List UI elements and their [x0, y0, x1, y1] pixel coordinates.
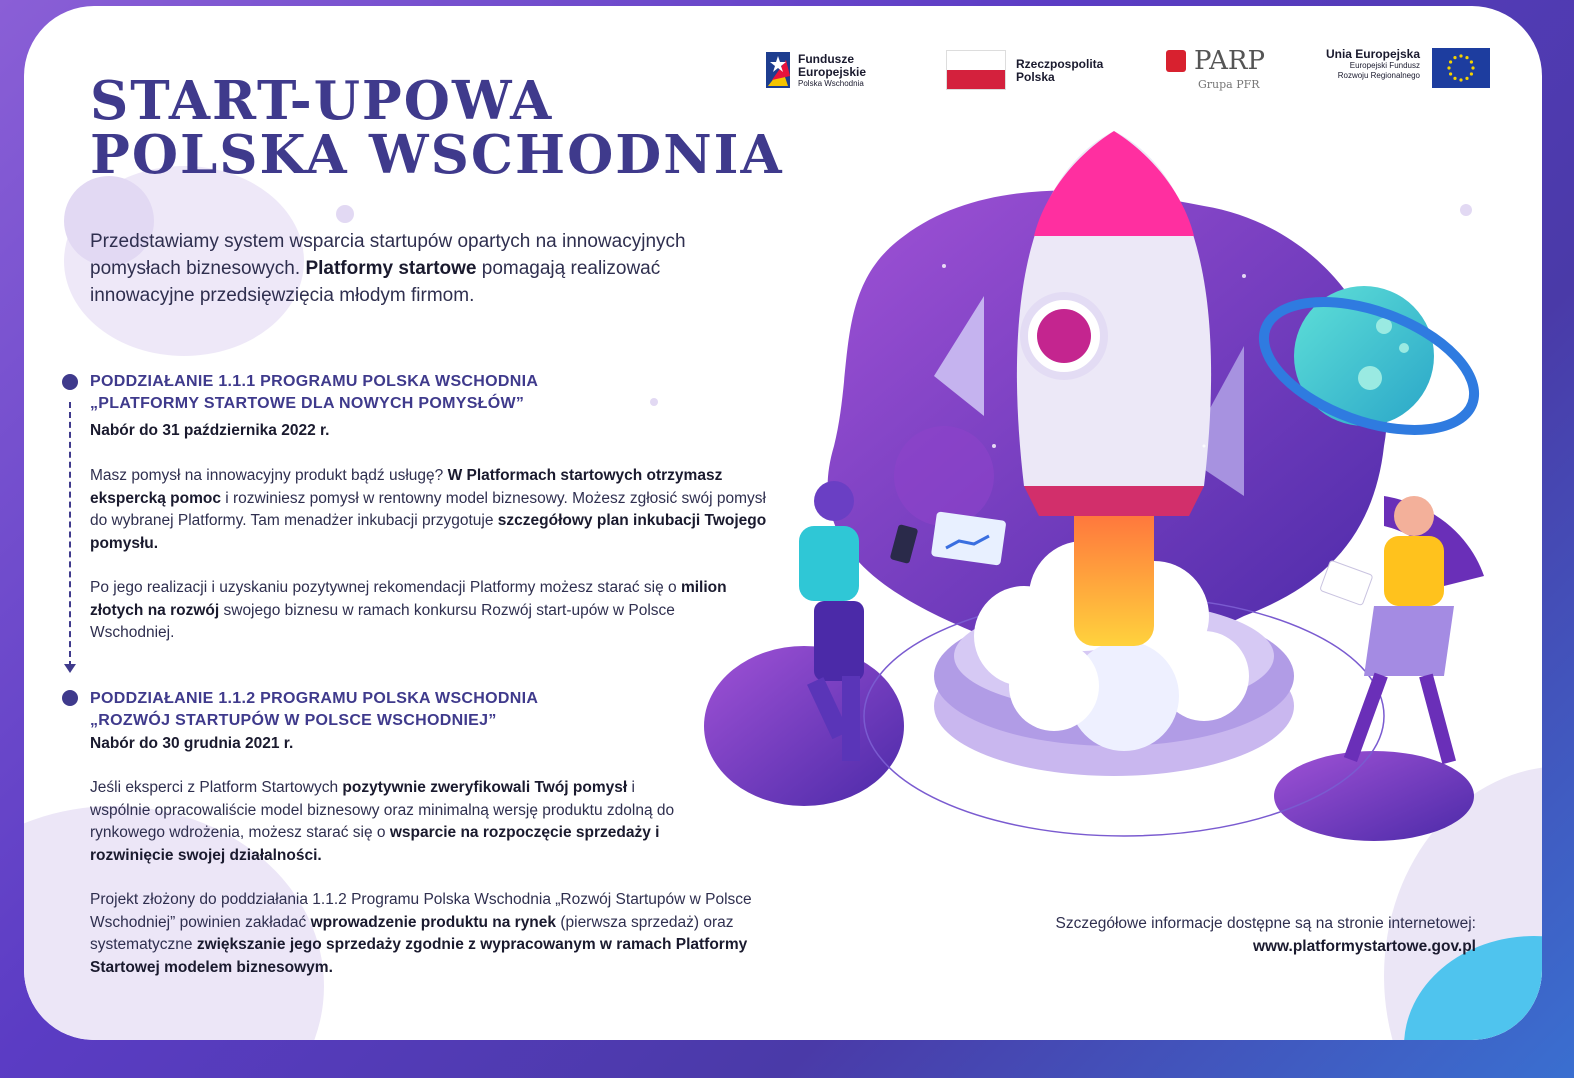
left-platform — [704, 646, 904, 806]
footer-info — [1056, 912, 1476, 958]
rp-line2: Polska — [1016, 70, 1055, 84]
timeline-dot-1 — [62, 374, 78, 390]
s2p2-a: Projekt złożony do poddziałania 1.1.2 Programu Polska Wschodnia „Rozwój Startupów w Polsce Wschodniej” powinien zakładać — [90, 891, 752, 931]
rp-line1: Rzeczpospolita — [1016, 57, 1104, 71]
s1p1-d: szczegółowy plan inkubacji Twojego pomysłu. — [90, 512, 767, 552]
timeline-arrow-icon — [64, 664, 76, 673]
page-title — [90, 70, 784, 186]
section2-date: Nabór do 30 grudnia 2021 r. — [90, 735, 294, 752]
section1-paragraph1 — [90, 465, 780, 555]
intro-part1: Przedstawiamy system wsparcia startupów opartych na innowacyjnych pomysłach biznesowych. — [90, 231, 686, 279]
s2p2-b: wprowadzenie produktu na rynek — [310, 913, 557, 931]
section1-heading — [90, 371, 538, 415]
s1p2-a: Po jego realizacji i uzyskaniu pozytywnej rekomendacji Platformy możesz starać się o — [90, 579, 681, 596]
section1-heading-line2: „PLATFORMY STARTOWE DLA NOWYCH POMYSŁÓW” — [90, 395, 525, 412]
ue-line3: Rozwoju Regionalnego — [1337, 71, 1420, 80]
blob-circle — [894, 426, 994, 526]
parp-logo — [1166, 46, 1286, 94]
rocket-illustration — [684, 116, 1514, 856]
s1p1-c: i rozwiniesz pomysł w rentowny model biznesowy. Możesz zgłosić swój pomysł do wybranej Platformy. Tam menadżer inkubacji przygotuje — [90, 489, 766, 529]
fe-line1: Fundusze — [798, 52, 854, 66]
section2-paragraph1 — [90, 777, 690, 867]
polish-flag-icon — [946, 50, 1006, 90]
title-line2: POLSKA WSCHODNIA — [90, 124, 784, 186]
section2-heading-line1: PODDZIAŁANIE 1.1.2 PROGRAMU POLSKA WSCHODNIA — [90, 690, 539, 707]
rzeczpospolita-logo — [946, 48, 1126, 92]
title-line1: START-UPOWA — [90, 70, 554, 132]
section1-paragraph2 — [90, 577, 730, 645]
intro-bold1: Platformy startowe — [305, 258, 477, 279]
ue-line2: Europejski Fundusz — [1349, 61, 1420, 70]
footer-info-text: Szczegółowe informacje dostępne są na stronie internetowej: — [1055, 915, 1476, 932]
s2p2-c: (pierwsza sprzedaż) oraz systematyczne — [90, 913, 734, 953]
timeline-dot-2 — [62, 690, 78, 706]
parp-name: PARP — [1194, 46, 1265, 76]
s1p1-a: Masz pomysł na innowacyjny produkt bądź usługę? — [90, 467, 448, 484]
poster-card — [24, 6, 1542, 1040]
fe-line2: Europejskie — [798, 65, 867, 79]
logo-bar — [762, 42, 1478, 98]
decor-dot — [336, 205, 354, 223]
rocket-flame — [1074, 496, 1154, 646]
right-platform — [1274, 751, 1474, 841]
section1-heading-line1: PODDZIAŁANIE 1.1.1 PROGRAMU POLSKA WSCHODNIA — [90, 373, 539, 390]
website-link[interactable]: www.platformystartowe.gov.pl — [1252, 938, 1476, 955]
decor-dot — [650, 398, 658, 406]
section2-paragraph2 — [90, 889, 815, 979]
section2-heading — [90, 688, 538, 732]
s1p2-c: swojego biznesu w ramach konkursu Rozwój start-upów w Polsce Wschodniej. — [90, 601, 675, 641]
unia-europejska-logo — [1320, 44, 1500, 94]
s2p2-d: zwiększanie jego sprzedaży zgodnie z wypracowanym w ramach Platformy Startowej modelem biznesowym. — [90, 936, 748, 976]
s1p1-b: W Platformach startowych otrzymasz ekspercką pomoc — [90, 467, 723, 507]
timeline-line — [69, 402, 71, 667]
section1-date: Nabór do 31 października 2022 r. — [90, 422, 330, 439]
ue-line1: Unia Europejska — [1325, 47, 1420, 61]
parp-sub: Grupa PFR — [1198, 78, 1260, 91]
s2p1-b: pozytywnie zweryfikowali Twój pomysł — [342, 779, 628, 796]
s1p2-b: milion złotych na rozwój — [90, 579, 727, 619]
intro-text — [90, 228, 750, 309]
intro-part2: pomagają realizować innowacyjne przedsięwzięcia młodym firmom. — [90, 258, 661, 306]
parp-mark-icon — [1166, 50, 1186, 72]
eu-flag-icon — [1432, 48, 1490, 88]
section2-heading-line2: „ROZWÓJ STARTUPÓW W POLSCE WSCHODNIEJ” — [90, 712, 497, 729]
s2p1-a: Jeśli eksperci z Platform Startowych — [90, 779, 343, 796]
s2p1-d: wsparcie na rozpoczęcie sprzedaży i rozwinięcie swojej działalności. — [90, 824, 660, 864]
s2p1-c: i wspólnie opracowaliście model biznesowy oraz minimalną wersję produktu zdolną do rynkowego wdrożenia, możesz starać się o — [90, 779, 675, 841]
fe-line3: Polska Wschodnia — [798, 79, 864, 88]
